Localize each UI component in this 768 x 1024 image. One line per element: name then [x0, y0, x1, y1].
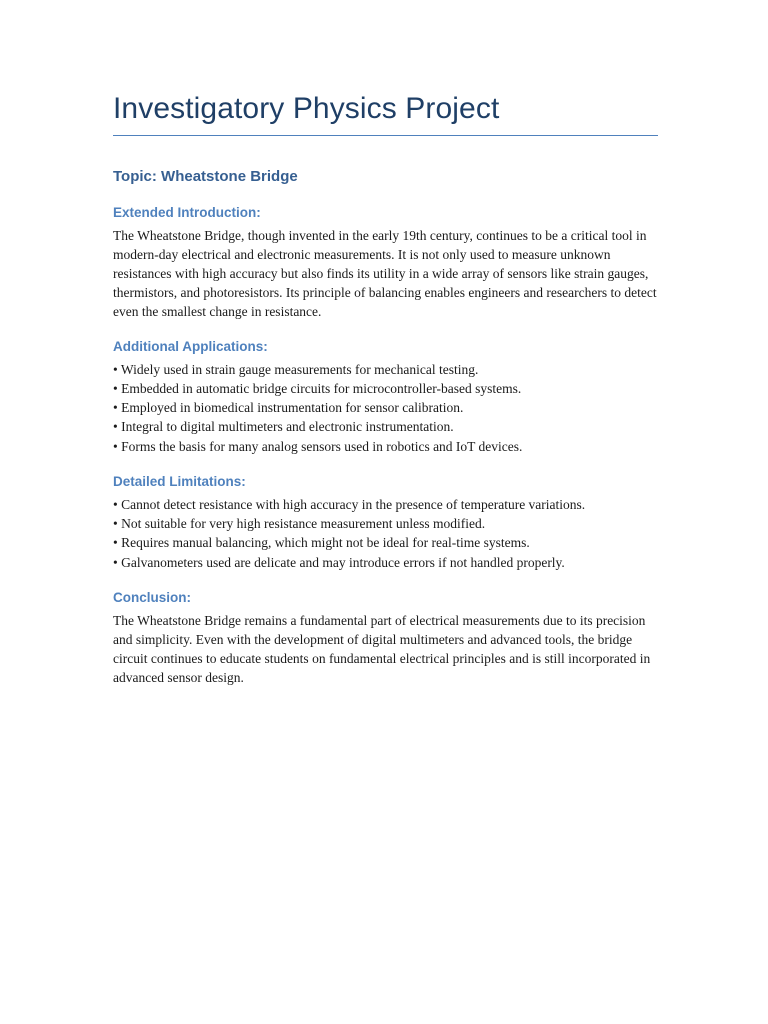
bullet-icon: • — [113, 497, 118, 513]
list-item-text: Not suitable for very high resistance measurement unless modified. — [121, 516, 486, 532]
bullet-icon: • — [113, 535, 118, 551]
intro-section — [113, 205, 658, 321]
list-item-text: Cannot detect resistance with high accuracy in the presence of temperature variations. — [121, 497, 586, 513]
list-item — [113, 398, 658, 417]
topic-heading: Topic: Wheatstone Bridge — [113, 167, 298, 185]
applications-list — [113, 360, 658, 456]
limitations-heading: Detailed Limitations: — [113, 473, 246, 489]
list-item — [113, 553, 658, 572]
bullet-icon: • — [113, 438, 118, 454]
bullet-icon: • — [113, 400, 118, 416]
list-item-text: Employed in biomedical instrumentation for sensor calibration. — [121, 400, 464, 416]
bullet-icon: • — [113, 554, 118, 570]
applications-section — [113, 339, 658, 456]
list-item-text: Widely used in strain gauge measurements for mechanical testing. — [120, 361, 479, 377]
bullet-icon: • — [113, 516, 118, 532]
title-divider — [113, 135, 658, 136]
conclusion-section — [113, 590, 658, 687]
list-item — [113, 514, 658, 533]
intro-paragraph: The Wheatstone Bridge, though invented in the early 19th century, continues to be a critical tool in modern-day electrical and electronic measurements. It is not only used to measure unknown resistances with high accuracy but also finds its utility in a wide array of sensors like strain gauges, thermistors, and photoresistors. Its principle of balancing enables engineers and researchers to detect even the smallest change in resistance. — [113, 227, 657, 319]
intro-heading: Extended Introduction: — [113, 204, 261, 220]
list-item — [113, 495, 658, 514]
list-item — [113, 437, 658, 456]
list-item — [113, 360, 658, 379]
list-item — [113, 379, 658, 398]
limitations-section — [113, 474, 658, 572]
list-item-text: Requires manual balancing, which might not be ideal for real-time systems. — [121, 535, 530, 551]
list-item-text: Embedded in automatic bridge circuits for microcontroller-based systems. — [121, 381, 522, 397]
bullet-icon: • — [113, 381, 118, 397]
applications-heading: Additional Applications: — [113, 338, 268, 354]
document-page — [113, 92, 658, 687]
bullet-icon: • — [113, 419, 118, 435]
document-title: Investigatory Physics Project — [113, 92, 500, 125]
list-item-text: Integral to digital multimeters and electronic instrumentation. — [121, 419, 454, 435]
list-item — [113, 417, 658, 436]
list-item-text: Galvanometers used are delicate and may introduce errors if not handled properly. — [121, 554, 565, 570]
list-item-text: Forms the basis for many analog sensors used in robotics and IoT devices. — [121, 438, 523, 454]
conclusion-paragraph: The Wheatstone Bridge remains a fundamental part of electrical measurements due to its precision and simplicity. Even with the development of digital multimeters and advanced tools, the bridge circuit continues to educate students on fundamental electrical principles and is still incorporated in advanced sensor design. — [113, 613, 651, 686]
list-item — [113, 533, 658, 552]
conclusion-heading: Conclusion: — [113, 589, 191, 605]
limitations-list — [113, 495, 658, 572]
bullet-icon: • — [113, 361, 118, 377]
